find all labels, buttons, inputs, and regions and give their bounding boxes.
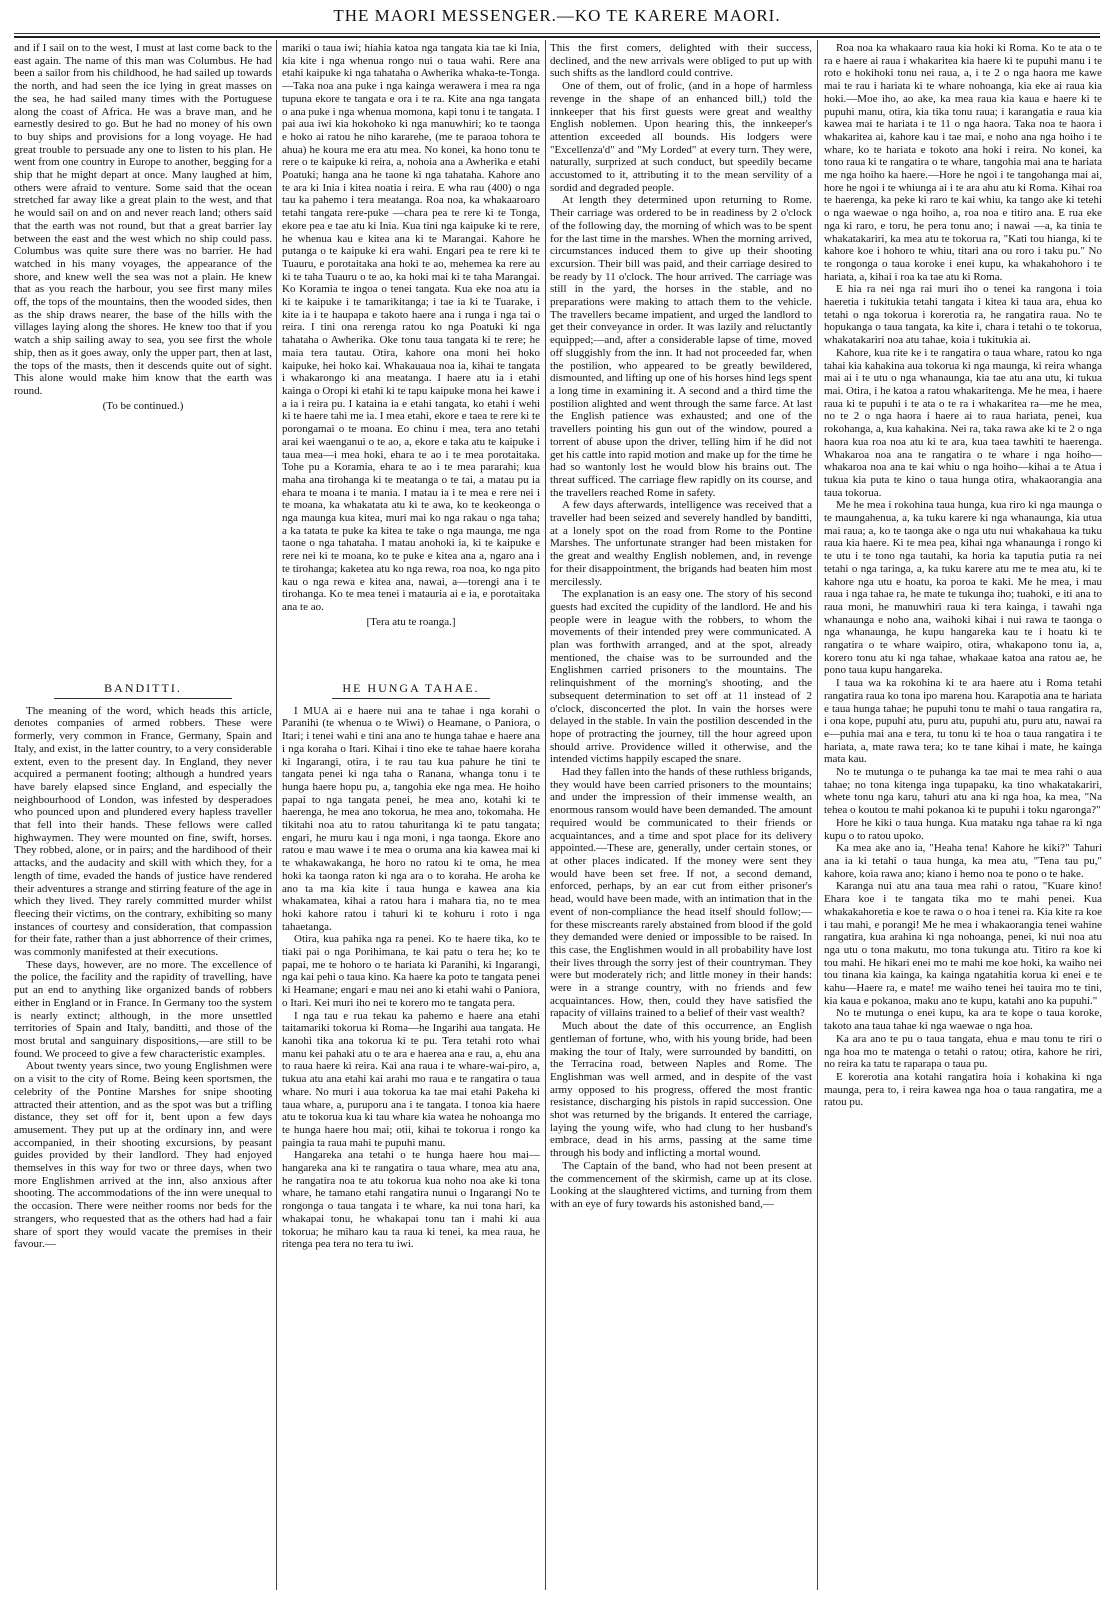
tera-atu-note: [Tera atu te roanga.] bbox=[366, 615, 456, 628]
column-divider bbox=[545, 40, 546, 1590]
article-paragraph: One of them, out of frolic, (and in a hope of harmless revenge in the shape of an enhanced bill,) told the innkeeper that his first guests were great and wealthy English noblemen. Upon hearing this, the innkeeper's attention exceeded all bounds. His lodgers were "Excellenza'd" and "My Lorded" at every turn. They were, naturally, surprized at such conduct, but speedily became accustomed to it, attributing it to the mean servility of a sordid and degraded people. bbox=[550, 80, 812, 194]
article-paragraph: Ka mea ake ano ia, "Heaha tena! Kahore he kiki?" Tahuri ana ia ki tetahi o taua hunga, ka mea atu, "Tena tau pu," kahore, koia rawa ano; kiano i hemo noa te pono o te hake. bbox=[824, 842, 1102, 880]
article-paragraph: Kahore, kua rite ke i te rangatira o taua whare, ratou ko nga tahai kia kahakina aua tokorua ki nga maunga, ki reira whanga mai ai i te utu o nga whanaunga, kia tae atu ana utu, ki tukua mai. Otira, i he katoa a ratou whakaritenga. Me he mea, i haere raua ki te pupuhi i te ata o te ra i whakaritea ra—me he mea, no te 2 o nga haora i haere ai to raua hariata, penei, kua rokohanga, a, kua kahakina. Nei ra, taka rawa ake ki te 2 o nga haora kua roa noa atu ki te ara, kua taea tawhiti te haerenga. Whakaroa noa ana te rangatira o te whare i nga hoiho—whakaroa noa ana te kai whiu o nga hoiho—kihai a te Atua i tukua kia puta te kino o taua hunga otira, whakaorangia ana taua tokorua. bbox=[824, 346, 1102, 499]
article-paragraph: E korerotia ana kotahi rangatira hoia i kohakina ki nga maunga, pera to, i reira kawea nga hoa o taua rangatira, me a ratou pu. bbox=[824, 1070, 1102, 1109]
banditti-article bbox=[14, 682, 272, 1251]
column-3 bbox=[550, 42, 812, 1602]
article-paragraph: This the first comers, delighted with their success, declined, and the new arrivals were obliged to put up with such shifts as the landlord could contrive. bbox=[550, 42, 812, 80]
masthead-rule-double bbox=[14, 36, 1100, 38]
article-paragraph: Hore he kiki o taua hunga. Kua mataku nga tahae ra ki nga kupu o to ratou upoko. bbox=[824, 816, 1102, 842]
article-paragraph: Karanga nui atu ana taua mea rahi o ratou, "Kuare kino! Ehara koe i te tangata tika mo te mahi penei. Kua whakakahoretia e koe te rawa o o hoa i tenei ra. Kia kite ra koe i tau mahi, e porangi! Me he mea i whakaorangia tenei wahine rangatira, kua arahina ki nga nohoanga, penei, ki nui noa atu nga utu o tona makutu, mo tona tukunga atu. Titiro ra koe ki tou mahi. He hikari enei mo te mahi me koe hoki, ka waiho nei tou tinana kia kainga, ka kainga ngatahitia korua ki enei e te kahu—Haere ra, e mate! me waiho tenei hei tauira mo te tini, kia kaua e pokanoa, maku ano te kupu, katahi ano ka pupuhi." bbox=[824, 880, 1102, 1007]
article-paragraph: These days, however, are no more. The excellence of the police, the facility and the rapidity of travelling, have put an end to anything like organized bands of robbers either in England or in France. In Germany too the system is nearly extinct; although, in the more unsettled territories of Spain and Italy, banditti, and those of the most brutal and sanguinary dispositions,—are still to be found. We proceed to give a few characteristic examples. bbox=[14, 958, 272, 1060]
hunga-tahae-article bbox=[282, 682, 540, 1251]
article-paragraph: About twenty years since, two young Englishmen were on a visit to the city of Rome. Being keen sportsmen, the celebrity of the Pontine Marshes for snipe shooting attracted their attention, and as the spot was but a trifling distance, they set off for it, bent upon a few days amusement. They put up at the ordinary inn, and were accompanied, in their shooting excursions, by peasant guides provided by their landlord. They had enjoyed themselves in this way for two or three days, when two more Englishmen arrived at the inn, also anxious after shooting. The accommodations of the inn were unequal to the occasion. There were neither rooms nor beds for the strangers, who requested that as the others had had a fair share of sport they would vacate the premises in their favour.— bbox=[14, 1060, 272, 1251]
maori-story-continuation bbox=[282, 42, 540, 628]
article-paragraph: Ka ara ano te pu o taua tangata, ehua e mau tonu te riri o nga hoa mo te matenga o tetahi o ratou; otira, kahore he riri, no reira ka tatu te raparapa o taua pu. bbox=[824, 1032, 1102, 1071]
article-paragraph: The meaning of the word, which heads this article, denotes companies of armed robbers. These were formerly, very common in France, Germany, Spain and Italy, and exist, in the latter country, to a very considerable extent, even to the present day. In England, they never acquired a permanent footing; although a hundred years have barely elapsed since England, and especially the neighbourhood of London, was infested by desperadoes who pounced upon and plundered every hapless traveller that fell into their hands. These fellows were called highwaymen. They were mounted on fine, swift, horses. They robbed, alone, or in pairs; and the hardihood of their attacks, and the audacity and skill with which they, for a length of time, evaded the hands of justice have rendered their adventures a strange and stirring feature of the age in which they lived. They rarely committed murder whilst fleecing their victims, on the contrary, exhibiting so many instances of courtesy and consideration, that compassion for their fate, rather than a just abhorrence of their crimes, was commonly manifested at their executions. bbox=[14, 704, 272, 959]
heading-rule bbox=[332, 698, 490, 699]
article-paragraph: At length they determined upon returning to Rome. Their carriage was ordered to be in readiness by 2 o'clock of the following day, the morning of which was to be spent for the last time in the marshes. When the morning arrived, circumstances induced them to give up their shooting excursion. Their bill was paid, and their carriage desired to be ready by 11 o'clock. The hour arrived. The carriage was still in the yard, the horses in the stable, and no preparations were making to attach them to the vehicle. The travellers became impatient, and urged the landlord to get their conveyance in order. It was lazily and reluctantly equipped;—and, after a considerable lapse of time, moved off sluggishly from the inn. It had not proceeded far, when the postilion, who appeared to be greatly bewildered, dismounted, and lifting up one of his horses hind legs spent a long time in examining it. A second and a third time the postilion alighted and went through the same farce. At last the English patience was exhausted; and one of the travellers pointing his gun out of the window, poured a torrent of abuse upon the driver, telling him if he did not get his cattle into rapid motion and make up for the time he had so wantonly lost he would blow his brains out. The threat sufficed. The carriage flew rapidly on its course, and the travellers reached Rome in safety. bbox=[550, 194, 812, 499]
article-paragraph: No te mutunga o enei kupu, ka ara te kope o taua koroke, takoto ana taua tahae ki nga waewae o nga hoa. bbox=[824, 1007, 1102, 1033]
article-paragraph: Me he mea i rokohina taua hunga, kua riro ki nga maunga o te maungahenua, a, ka tuku karere ki nga whanaunga, kia utua mai raua; a, ko te taonga ake o nga utu nui whakahaua ka tuku raua kia haere. Ki te mea pea, kihai nga whanaunga i rongo ki te utu i te tono nga tautahi, ka horia ka taputia putia ra nei tetahi o nga taringa, a, ka tuku karere atu me te mea atu, ki te kahore nga utu e hoatu, ka poroa te kaki. Me he mea, i mau raua i nga tahae ra, he mate te tukunga iho; tuahoki, e iti ana to raua moni, he manuwhiri raua ki tera kainga, i tawahi nga whanaunga e noho ana, waihoki kihai i nui rawa te taonga o nga whanaunga, he kupu hangareka kau te i hoatu ki te rangatira o te whare waipiro, otira, whakapono tonu ia, a, korero tonu atu ki nga tahae, whakaae katoa ana ratou ae, he pono taua kupu hangareka. bbox=[824, 499, 1102, 677]
column-divider bbox=[817, 40, 818, 1590]
article-paragraph: E hia ra nei nga rai muri iho o tenei ka rangona i toia haeretia i tukitukia tetahi tangata i kitea ki taua ara, ehua ko tetahi o nga tokorua i korerotia ra, he rangatira raua. No te hopukanga o taua tangata, ka kite i, chara i tetahi o te tokorua, whakatakariri noa atu tahae, koia i tukitukia ai. bbox=[824, 283, 1102, 347]
article-paragraph: A few days afterwards, intelligence was received that a traveller had been seized and severely handled by banditti, at a lonely spot on the road from Rome to the Pontine Marshes. The unfortunate stranger had been mistaken for the great and wealthy English noblemen, and, in revenge for their disappointment, the brigands had beaten him most mercilessly. bbox=[550, 499, 812, 588]
article-paragraph: Hangareka ana tetahi o te hunga haere hou mai—hangareka ana ki te rangatira o taua whare, mea atu ana, he rangatira noa te atu tokorua kua noho noa ake ki tona whare, he tamano etahi rangatira nunui o Ingarangi No te rongonga o taua tangata i te whare, ka nui tona hari, ka whakapai tonu, he whakapai tonu tan i mahi ki aua tokorua; he miharo kau ta raua ki tenei, ka mea raua, he ritenga pea tera no tera tu iwi. bbox=[282, 1149, 540, 1251]
story-paragraph: and if I sail on to the west, I must at last come back to the east again. The name of this man was Columbus. He had been a sailor from his childhood, he had sailed up towards the north, and had seen the ice lying in great masses on the sea, he had sailed many times with the Portuguese along the coast of Africa. He was a brave man, and he earnestly desired to go. But he had no money of his own to buy ships and provisions for a long voyage. He had great trouble to persuade any one to listen to his plan. He went from one country in Europe to another, begging for a ship that he might depart at once. Many laughed at him, others were afraid to venture. Some said that the ocean stretched far away like a great plain to the west, and that he would sail on and on and never reach land; others said that the earth was not round, but that a great barrier lay between the east and the west which no ship could pass. Columbus was quite sure there was no barrier. He had watched in his many voyages, the appearance of the shore, and knew well the sea was not a plain. He knew that as you reach the harbour, you see first many miles off, the tops of the mountains, then the wooded sides, then as the ship draws nearer, the base of the hills with the villages laying along the shores. He knew too that if you watch a ship sailing away to sea, you see first the whole ship, then as it goes away, only the upper part, then at last, the tops of the masts, then it descends quite out of sight. This alone would make him know that the earth was round. bbox=[14, 42, 272, 397]
heading-rule bbox=[54, 698, 232, 699]
article-paragraph: Had they fallen into the hands of these ruthless brigands, they would have been carried prisoners to the mountains; and under the impression of their immense wealth, an enormous ransom would have been demanded. The amount required would be communicated to their friends or acquaintances, and a time and spot place for its delivery appointed.—These are, generally, under certain stones, or at other places indicated. If the money were sent they would have been set free. If not, a second demand, enforced, perhaps, by an ear cut from either prisoner's head, would have been made, with an intimation that in the event of non-compliance the head itself should follow;—for these miscreants rarely abstained from blood if the gold they demanded were denied or impossible to be raised. In this case, the Englishmen would in all probability have lost their lives through the sorry jest of their countryman. They were but moderately rich; and little money in their hands: were in a strange country, with no friends and few acquaintances. How, then, could they have satisfied the rapacity of villains trained to a belief of their vast wealth? bbox=[550, 766, 812, 1020]
masthead-rule bbox=[14, 33, 1100, 34]
article-paragraph: Much about the date of this occurrence, an English gentleman of fortune, who, with his young bride, had been making the tour of Italy, were surrounded by banditti, on the Terracina road, between Naples and Rome. The Englishman was well armed, and in despite of the vast army opposed to his progress, offered the most frantic resistance, discharging his pistols in rapid succession. One shot was returned by the brigands. It entered the carriage, laying the young wife, who had clung to her husband's embrace, dead in his arms, passing at the same time through his body and inflicting a mortal wound. bbox=[550, 1020, 812, 1160]
article-paragraph: I taua wa ka rokohina ki te ara haere atu i Roma tetahi rangatira raua ko tona ipo marena hou. Karapotia ana te hariata e taua hunga tahae; he pupuhi tonu te mahi o taua rangatira ra, i ona kope, pupuhi atu, puru atu, pupuhi atu, puru atu, nawai ra e—puhia mai ana e tera, tu tonu ki te hoa o taua rangatira i te hariata, a, mate rawa tera; ko te tane kihai i mate, he kainga mata kau. bbox=[824, 677, 1102, 766]
story-paragraph: mariki o taua iwi; hiahia katoa nga tangata kia tae ki Inia, kia kite i nga whenua rongo nui o taua wahi. Rere ana etahi kaipuke ki nga tahataha o Awherika whaka-te-Tonga.—Taka noa ana puke i nga kainga werawera i mea ra nga tupuna ekore te tangata e ora i te ra. Kite ana nga tangata o ana puke i nga whenua momona, kapi tonu i te tangata. I pai aua iwi kia hokohoko ki nga manuwhiri; ko te taonga e hoko ai ratou he niho kararehe, (me te paraoa tohora te ahua) he koura me era atu mea. No konei, ka hono tonu te rere o te kaipuke ki reira, a, nohoia ana a Awherika e etahi Poatuki; hanga ana he taone ki nga tahataha. Kahore ano te ara ki Inia i kitea noatia i reira. E wha rau (400) o nga tau ka pahemo i tera meatanga. Roa noa, ka whakaaroaro tetahi tangata rere-puke —chara pea te rere ki te Tonga, ekore pea e tae atu ki Inia. Kua tini nga kaipuke ki te rere, he whenua kau e kitea ana ki te Marangai. Kahore he putanga o te kaipuke ki era wahi. Engari pea te rere ki te Tuauru, e porotaitaka ana hoki te ao, mehemea ka rere au ki te taha Tuauru o te ao, ka hoki mai ki te taha Marangai. Ko Koramia te ingoa o tenei tangata. Kua eke noa atu ia ki te kaipuke i te tamarikitanga; i tae ia ki te Tuarake, i kite ia i te haupapa e takoto haere ana i runga i nga tai o reira. I tini ona rerenga ratou ko nga Poatuki ki nga tahataha o Awherika. Oke tonu taua tangata ki te rere; he maia tera tautau. Otira, kahore ona moni hei hoko kaipuke, hei hoko kai. Whakauaua noa ia, kihai te tangata i whakarongo ki ana meatanga. I haere atu ia i etahi kainga o Oropi ki etahi ki te tapu kaipuke mona hei kawe i a ia i reira pu. I kataina ia e etahi tangata, ko etahi i wehi ki te haere tahi me ia. I mea etahi, ekore e taea te rere ki te porongamai o te moana. Eo chinu i mea, tera ano tetahi arai kei waenganui o te ao, a, ekore e taka atu te kaipuke i taua mea—i mea hoki, ehara te ao i te mea porotaitaka. Tohe pu a Koramia, ehara te ao i te mea pararahi; kua maha ana tirohanga ki te meatanga o te tai, a matau pu ia ehara te moana i te mania. I matau ia i te mea e rere nei i te moana, ka whakatata atu ki te awa, ko te keokeonga o nga maunga kua kitea, muri mai ko nga rakau o nga taha; a ka tatata te puke ka kitea te take o nga maunga, me nga taone o nga tahataha. I matau anohoki ia, ki te kaipuke e rere nei ki te moana, ko te puke e kitea ana a, ngaro ana i te tirohanga; kaketea atu ko nga rewa, roa noa, ko nga pito kau o nga rewa e kitea ana, nawai, a—torengi ana i te tirohanga. Ko te mea tenei i matauria ai e ia, e porotaitaka ana te ao. bbox=[282, 42, 540, 613]
article-paragraph: No te mutunga o te puhanga ka tae mai te mea rahi o aua tahae; no tona kitenga inga tupapaku, ka tino whakatakariri, whete tonu nga karu, tahuri atu ana ki nga hoa, ka mea, "Na tehea o koutou te mahi pokanoa ki te pupuhi i toku ngaronga?" bbox=[824, 766, 1102, 817]
article-paragraph: I MUA ai e haere nui ana te tahae i nga korahi o Paranihi (te whenua o te Wiwi) o Heamane, o Paniora, o Itari; i tenei wahi e tini ana ano te hunga tahae e haere ana i nga koraha o Itari. Kihai i tino eke te tahae haere koraha ki Ingarangi, otira, i te rau tau kua pahure he tini te tangata penei ki nga taha o Ranana, whanga tonu i te hunga haere hopu pu, a, tangohia eke nga mea. He hoiho papai to nga tangata penei, he mea ano, kotahi ki te haerenga, he mea ano tokorua, he mea ano, tokomaha. He tikitahi noa atu to ratou tahuritanga ki te patu tangata; engari, he muru kau i nga moni, i nga taonga. Ekore ano ratou e mau wawe i te mea o oruma ana kia kawea mai ki te whakawakanga, he horo no ratou ki te oma, he mea hoki ka taonga raton ki nga ara o to koraha. He aroha ke ano ta ma kia kite i taua hunga e kawea ana kia whakamatea, kihai a ratou hara i mahara tia, no te mea hoki kahore ratou i tahuri ki te kohuru i roto i nga tahaetanga. bbox=[282, 704, 540, 933]
column-divider bbox=[276, 40, 277, 1590]
column-4 bbox=[824, 42, 1102, 1602]
hunga-tahae-heading: HE HUNGA TAHAE. bbox=[342, 681, 480, 695]
article-paragraph: Otira, kua pahika nga ra penei. Ko te haere tika, ko te tiaki pai o nga Porihimana, te kai patu o tera he; ko te papai, me te hohoro o te hariata ki Paranihi, ki Ingarangi, nga kai pehi o taua kino. Ka haere ka poto te tangata penei ki Heamane; engari e mau nei ano ki etahi wahi o Paniora, o Itari. Kei muri iho nei te korero mo te tangata pera. bbox=[282, 933, 540, 1009]
column-2 bbox=[282, 42, 540, 1602]
to-be-continued-note: (To be continued.) bbox=[102, 399, 184, 412]
article-paragraph: Roa noa ka whakaaro raua kia hoki ki Roma. Ko te ata o te ra e haere ai raua i whakaritea kia haere ki te pupuhi manu i te roto e hokihoki tonu nei raua, a, i te 2 o nga haora me kawe mai te rau i hariata ki te whare nohoanga, kia eke ai raua kia hoki.—Moe iho, ao ake, ka mea raua kia kaua e haere ki te pupuhi manu, otira, kia tika tonu raua; i karangatia e raua kia kawea mai te hariata i te 11 o nga haora. Taka noa te haora i whakaritea ai, kahore kau i tae mai, e noho ana nga hoiho i te whare, ko te hariata e tokoto ana hoki i reira. No konei, ka tono raua ki te rangatira o te whare, tangohia mai ana te hariata me nga hoiho ka haere.—Hore he ngoi i te tangohanga mai ai, hore he ngoi i te whiunga ai i te ara ahu atu ki Roma. Kihai roa te haerenga, ka peke ki raro te kai whiu, ka tango ake ki tetehi o nga waewae o nga hoiho, a, roa noa e titiro ana. E rua eke nga ki raro, e toru, he pera tonu ano; i nawai —a, ka tinia te whakatakariri, ka mea atu te tokorua ra, "Kati tou hianga, ki te kahore koe i hohoro te whiu, titari ana ou roro i taku pu." No te rongonga o taua koroke i enei kupu, ka whakahohoro i te hariata, a, kihai i roa ka tae atu ki Roma. bbox=[824, 42, 1102, 283]
columbus-story-continuation bbox=[14, 42, 272, 412]
article-paragraph: The explanation is an easy one. The story of his second guests had excited the cupidity of the landlord. He and his people were in league with the robbers, to whom the movements of their intended prey were communicated. A plan was forthwith arranged, and at the spot, already mentioned, the chaise was to be surrounded and the Englishmen carried prisoners to the mountains. The relinquishment of the morning's shooting, and the subsequent determination to set off at 11 instead of 2 o'clock, disconcerted the plot. In vain the horses were delayed in the stable. In vain the postilion descended in the hope of protracting the journey, till the hour agreed upon should arrive. Providence willed it otherwise, and the intended victims happily escaped the snare. bbox=[550, 588, 812, 766]
banditti-heading: BANDITTI. bbox=[104, 681, 182, 695]
article-paragraph: The Captain of the band, who had not been present at the commencement of the skirmish, came up at its close. Looking at the slaughtered victims, and turning from them with an eye of fury towards his astonished band,— bbox=[550, 1159, 812, 1210]
masthead-title: THE MAORI MESSENGER.—KO TE KARERE MAORI. bbox=[333, 6, 781, 25]
article-paragraph: I nga tau e rua tekau ka pahemo e haere ana etahi taitamariki tokorua ki Roma—he Ingarihi aua tangata. He kanohi tika ana tokorua ki te pu. Tera tetahi roto whai manu kei pahaki atu o te ara e haerea ana e rau, a, ehu ana to raua haere ki reira. Kai ana raua i te whare-wai-piro, a, tukua atu ana etahi kai arahi mo raua e te rangatira o taua whare. No muri i aua tokorua ka tae mai etahi Pakeha ki taua whare, a, puruporu ana i te tangata. I tonoa kia haere atu te tokorua kua ki tau whare kia watea he nohoanga mo te hunga haere hou mai; otii, kihai te tokorua i rongo ka paingia ta raua mahi te pupuhi manu. bbox=[282, 1009, 540, 1149]
column-1 bbox=[14, 42, 272, 1602]
